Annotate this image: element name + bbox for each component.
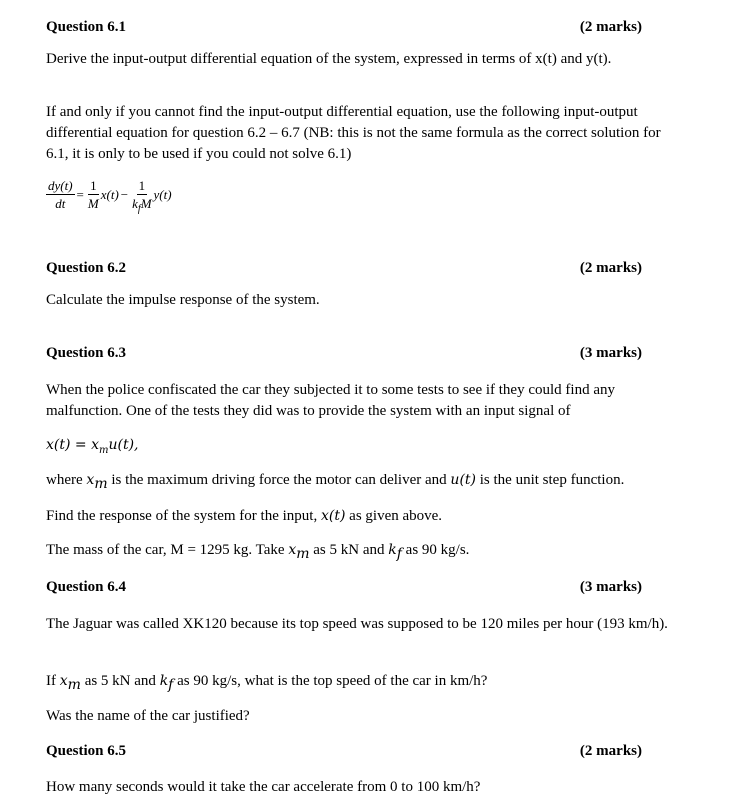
input-lhs: x(t) = x bbox=[46, 437, 99, 453]
question-6-2-title: Question 6.2 bbox=[46, 260, 127, 276]
equals-sign: = bbox=[76, 187, 84, 202]
term1-fraction bbox=[86, 178, 101, 211]
question-6-3-marks: (3 marks) bbox=[579, 345, 642, 361]
input-signal-equation bbox=[46, 435, 668, 456]
mass-b: as 5 kN and bbox=[309, 542, 389, 558]
where-x: x bbox=[86, 472, 95, 488]
where-c: is the unit step function. bbox=[476, 472, 625, 488]
mass-ksub: f bbox=[396, 546, 402, 562]
question-6-2-marks: (2 marks) bbox=[579, 260, 642, 276]
name-question: Was the name of the car justified? bbox=[46, 708, 250, 724]
question-6-4-marks: (3 marks) bbox=[579, 579, 642, 595]
question-6-1-marks: (2 marks) bbox=[579, 19, 642, 35]
question-6-1-header bbox=[46, 17, 642, 38]
if-k: k bbox=[159, 673, 169, 689]
if-ksub: f bbox=[168, 677, 174, 693]
term2-numerator: 1 bbox=[138, 178, 146, 193]
lhs-fraction bbox=[46, 178, 75, 211]
question-6-1-title: Question 6.1 bbox=[46, 19, 127, 35]
if-line bbox=[46, 671, 668, 692]
find-a: Find the response of the system for the input, bbox=[46, 508, 321, 524]
where-b: is the maximum driving force the motor can deliver and bbox=[107, 472, 451, 488]
question-6-1-text: Derive the input-output differential equation of the system, expressed in terms of x(t) and y(t). bbox=[46, 51, 612, 67]
if-c: as 90 kg/s, what is the top speed of the car in km/h? bbox=[173, 673, 488, 689]
question-6-4-text: The Jaguar was called XK120 because its top speed was supposed to be 120 miles per hour (193 km/h). bbox=[46, 616, 668, 632]
term2-den-sub: f bbox=[137, 203, 141, 215]
question-6-4-header bbox=[46, 577, 642, 598]
question-6-4-title: Question 6.4 bbox=[46, 579, 127, 595]
mass-xsub: m bbox=[296, 546, 310, 562]
fallback-equation bbox=[46, 178, 172, 215]
question-6-5-text: How many seconds would it take the car accelerate from 0 to 100 km/h? bbox=[46, 779, 481, 795]
find-b: as given above. bbox=[345, 508, 443, 524]
input-rhs: u(t), bbox=[108, 437, 139, 453]
lhs-denominator: dt bbox=[55, 196, 66, 211]
term1-denominator: M bbox=[87, 196, 99, 211]
if-xsub: m bbox=[67, 677, 81, 693]
where-a: where bbox=[46, 472, 87, 488]
find-x: x(t) bbox=[320, 508, 346, 524]
where-u: u(t) bbox=[450, 472, 476, 488]
question-6-2-header bbox=[46, 258, 642, 279]
question-6-3-title: Question 6.3 bbox=[46, 345, 127, 361]
question-6-3-header bbox=[46, 343, 642, 364]
term1-variable: x(t) bbox=[100, 187, 119, 202]
question-6-5-marks: (2 marks) bbox=[579, 743, 642, 759]
term1-numerator: 1 bbox=[90, 178, 97, 193]
minus-sign: − bbox=[120, 187, 129, 202]
if-x: x bbox=[59, 673, 68, 689]
find-line bbox=[46, 506, 668, 527]
if-a: If bbox=[46, 673, 60, 689]
mass-x: x bbox=[288, 542, 297, 558]
mass-k: k bbox=[388, 542, 397, 558]
input-sub: m bbox=[98, 444, 109, 456]
term2-den-M: M bbox=[140, 196, 152, 211]
if-b: as 5 kN and bbox=[80, 673, 160, 689]
term2-den-k: k bbox=[132, 196, 138, 211]
mass-a: The mass of the car, M = 1295 kg. Take bbox=[46, 542, 289, 558]
where-line bbox=[46, 470, 668, 491]
question-6-5-header bbox=[46, 741, 642, 762]
term2-fraction bbox=[130, 178, 153, 215]
mass-line bbox=[46, 540, 668, 561]
question-6-3-text: When the police confiscated the car they subjected it to some tests to see if they could find any malfunction. One of the tests they did was to provide the system with an input signal of bbox=[46, 382, 615, 419]
fallback-instruction: If and only if you cannot find the input-output differential equation, use the following input-output differential equation for question 6.2 – 6.7 (NB: this is not the same formula as the correct solution for 6.1, it is only to be used if you could not solve 6.1) bbox=[46, 104, 661, 162]
lhs-numerator: dy(t) bbox=[48, 178, 73, 193]
question-6-2-text: Calculate the impulse response of the system. bbox=[46, 292, 320, 308]
term2-denominator bbox=[130, 195, 153, 215]
term2-variable: y(t) bbox=[153, 187, 172, 202]
mass-c: as 90 kg/s. bbox=[401, 542, 470, 558]
where-sub: m bbox=[94, 476, 108, 492]
question-6-5-title: Question 6.5 bbox=[46, 743, 127, 759]
